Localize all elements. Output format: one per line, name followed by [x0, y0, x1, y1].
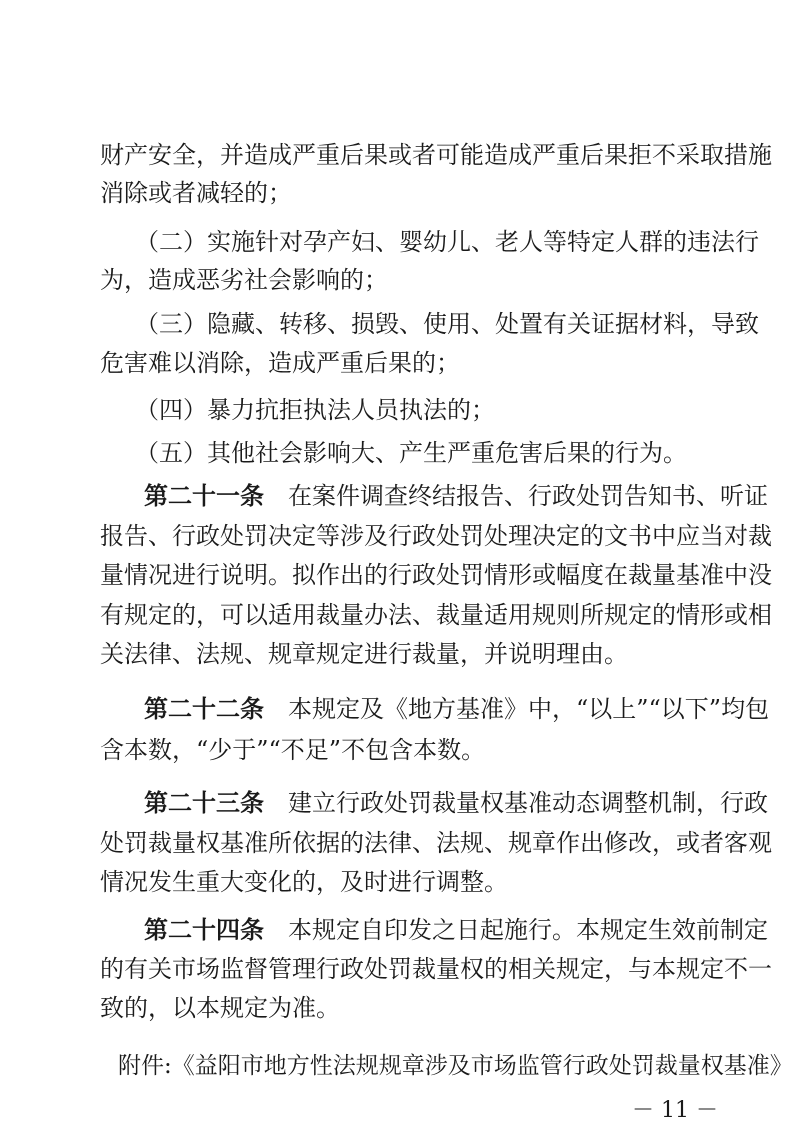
text-line: 财产安全，并造成严重后果或者可能造成严重后果拒不采取措施: [100, 141, 772, 169]
text-line: （五）其他社会影响大、产生严重危害后果的行为。: [135, 439, 687, 467]
text-line: 在案件调查终结报告、行政处罚告知书、听证: [288, 482, 768, 510]
text-line: 情况发生重大变化的，及时进行调整。: [100, 868, 508, 896]
article-23-line: [144, 788, 768, 817]
text-line: 为，造成恶劣社会影响的；: [100, 266, 388, 294]
article-22-line: [144, 694, 770, 723]
attachment-note: 附件:《益阳市地方性法规规章涉及市场监管行政处罚裁量权基准》: [118, 1053, 793, 1079]
text-line: 消除或者减轻的；: [100, 179, 292, 207]
text-line: 关法律、法规、规章规定进行裁量，并说明理由。: [100, 640, 628, 668]
text-line: 建立行政处罚裁量权基准动态调整机制，行政: [288, 789, 768, 817]
text-line: 本规定自印发之日起施行。本规定生效前制定: [288, 916, 768, 944]
text-line: （二）实施针对孕产妇、婴幼儿、老人等特定人群的违法行: [135, 228, 759, 256]
text-line: 报告、行政处罚决定等涉及行政处罚处理决定的文书中应当对裁: [100, 522, 772, 550]
text-line: 本规定及《地方基准》中，“以上”“以下”均包: [288, 695, 770, 723]
article-24-heading: 第二十四条: [144, 915, 264, 944]
text-line: 危害难以消除，造成严重后果的；: [100, 349, 460, 377]
text-line: 量情况进行说明。拟作出的行政处罚情形或幅度在裁量基准中没: [100, 561, 772, 589]
article-22-heading: 第二十二条: [144, 694, 264, 723]
article-23-heading: 第二十三条: [144, 788, 264, 817]
article-24-line: [144, 915, 768, 944]
text-line: （三）隐藏、转移、损毁、使用、处置有关证据材料，导致: [135, 310, 759, 338]
article-21-line: [144, 481, 768, 510]
text-line: 的有关市场监督管理行政处罚裁量权的相关规定，与本规定不一: [100, 955, 772, 983]
text-line: 含本数，“少于”“不足”不包含本数。: [100, 736, 486, 764]
text-line: 有规定的，可以适用裁量办法、裁量适用规则所规定的情形或相: [100, 601, 772, 629]
text-line: （四）暴力抗拒执法人员执法的；: [135, 396, 495, 424]
page-number: － 11 －: [632, 1098, 718, 1123]
text-line: 致的，以本规定为准。: [100, 994, 340, 1022]
article-21-heading: 第二十一条: [144, 481, 264, 510]
text-line: 处罚裁量权基准所依据的法律、法规、规章作出修改，或者客观: [100, 829, 772, 857]
